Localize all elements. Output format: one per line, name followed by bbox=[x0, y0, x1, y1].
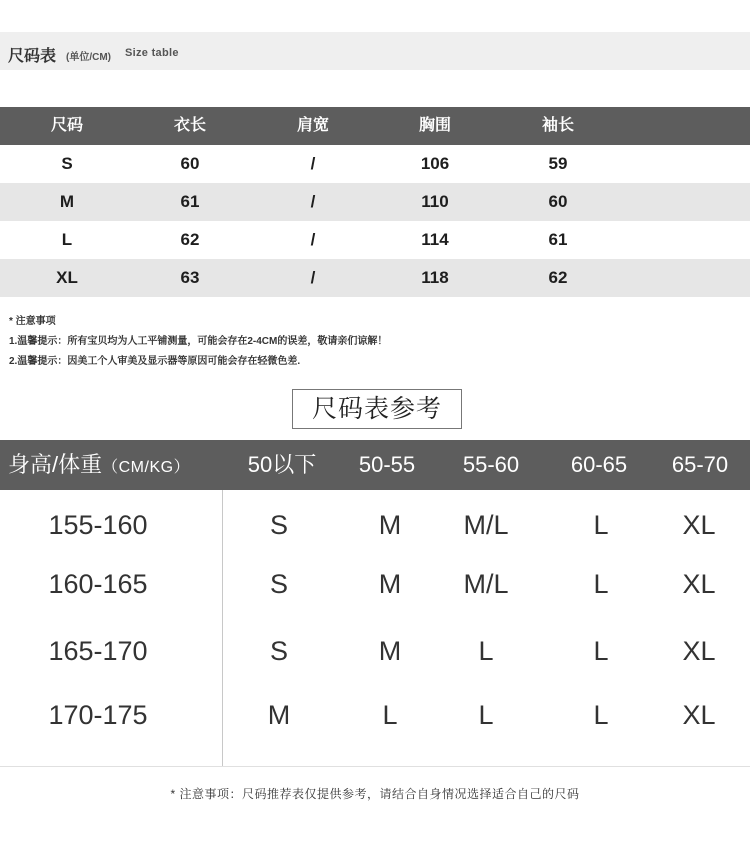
header-length: 衣长 bbox=[173, 117, 207, 134]
size-table-unit: (单位/CM) bbox=[66, 52, 111, 63]
size-cell: S bbox=[269, 569, 289, 599]
header-chest: 胸围 bbox=[418, 117, 452, 134]
cell-shoulder: / bbox=[310, 230, 316, 249]
cell-sleeve: 59 bbox=[548, 154, 568, 173]
height-range: 170-175 bbox=[48, 700, 148, 730]
size-cell: L bbox=[593, 510, 609, 540]
size-table-title-en: Size table bbox=[125, 47, 179, 59]
header-sleeve: 袖长 bbox=[541, 117, 575, 134]
measurement-table-header bbox=[0, 107, 750, 145]
recommendation-table-header bbox=[0, 440, 750, 490]
cell-chest: 110 bbox=[421, 192, 449, 211]
size-cell: L bbox=[478, 700, 494, 730]
cell-length: 61 bbox=[180, 192, 200, 211]
cell-sleeve: 62 bbox=[548, 268, 568, 287]
size-cell: L bbox=[593, 636, 609, 666]
header-weight-range: 55-60 bbox=[462, 452, 520, 477]
table-row bbox=[0, 145, 750, 183]
size-cell: M bbox=[378, 569, 402, 599]
cell-shoulder: / bbox=[310, 192, 316, 211]
size-cell: M bbox=[267, 700, 291, 730]
note-line-1: 1.温馨提示：所有宝贝均为人工平铺测量，可能会存在2-4CM的误差，敬请亲们谅解！ bbox=[9, 336, 388, 347]
header-height-weight-unit: （CM/KG） bbox=[102, 459, 191, 476]
table-row bbox=[0, 631, 750, 671]
header-weight-range: 50以下 bbox=[247, 452, 317, 477]
cell-length: 63 bbox=[180, 268, 200, 287]
header-height-weight-label: 身高/体重 bbox=[8, 452, 103, 477]
cell-shoulder: / bbox=[310, 268, 316, 287]
recommendation-table-body bbox=[0, 490, 750, 767]
cell-chest: 106 bbox=[420, 154, 450, 173]
footnote: * 注意事项：尺码推荐表仅提供参考，请结合自身情况选择适合自己的尺码 bbox=[170, 787, 580, 801]
table-row bbox=[0, 183, 750, 221]
cell-sleeve: 61 bbox=[548, 230, 568, 249]
table-row bbox=[0, 259, 750, 297]
size-cell: L bbox=[382, 700, 398, 730]
measurement-table bbox=[0, 107, 750, 297]
size-cell: M/L bbox=[463, 510, 509, 540]
cell-size: L bbox=[61, 230, 73, 249]
size-cell: M bbox=[378, 510, 402, 540]
table-row bbox=[0, 505, 750, 545]
height-range: 155-160 bbox=[48, 510, 148, 540]
height-range: 160-165 bbox=[48, 569, 148, 599]
size-cell: L bbox=[593, 569, 609, 599]
cell-size: M bbox=[59, 192, 75, 211]
size-cell: S bbox=[269, 636, 289, 666]
size-cell: XL bbox=[682, 569, 716, 599]
cell-chest: 118 bbox=[421, 268, 449, 287]
size-table-title: 尺码表 bbox=[8, 48, 57, 65]
size-reference-title: 尺码表参考 bbox=[292, 389, 462, 429]
size-cell: L bbox=[478, 636, 494, 666]
cell-chest: 114 bbox=[421, 230, 449, 249]
cell-size: S bbox=[61, 154, 73, 173]
cell-sleeve: 60 bbox=[548, 192, 568, 211]
notes-heading: * 注意事项 bbox=[9, 316, 56, 327]
size-cell: XL bbox=[682, 700, 716, 730]
cell-size: XL bbox=[56, 268, 78, 287]
size-cell: L bbox=[593, 700, 609, 730]
size-cell: XL bbox=[682, 510, 716, 540]
header-weight-range: 50-55 bbox=[358, 452, 416, 477]
size-cell: S bbox=[269, 510, 289, 540]
size-cell: M/L bbox=[463, 569, 509, 599]
size-cell: M bbox=[378, 636, 402, 666]
size-cell: XL bbox=[682, 636, 716, 666]
header-weight-range: 65-70 bbox=[671, 452, 729, 477]
table-row bbox=[0, 695, 750, 735]
height-range: 165-170 bbox=[48, 636, 148, 666]
cell-length: 60 bbox=[180, 154, 200, 173]
note-line-2: 2.温馨提示：因美工个人审美及显示器等原因可能会存在轻微色差. bbox=[9, 356, 301, 367]
cell-shoulder: / bbox=[310, 154, 316, 173]
header-height-weight bbox=[8, 440, 190, 490]
header-size: 尺码 bbox=[50, 117, 84, 134]
header-shoulder: 肩宽 bbox=[296, 117, 330, 134]
size-table-header-bar bbox=[0, 32, 750, 70]
table-row bbox=[0, 221, 750, 259]
header-weight-range: 60-65 bbox=[570, 452, 628, 477]
cell-length: 62 bbox=[180, 230, 200, 249]
table-row bbox=[0, 564, 750, 604]
